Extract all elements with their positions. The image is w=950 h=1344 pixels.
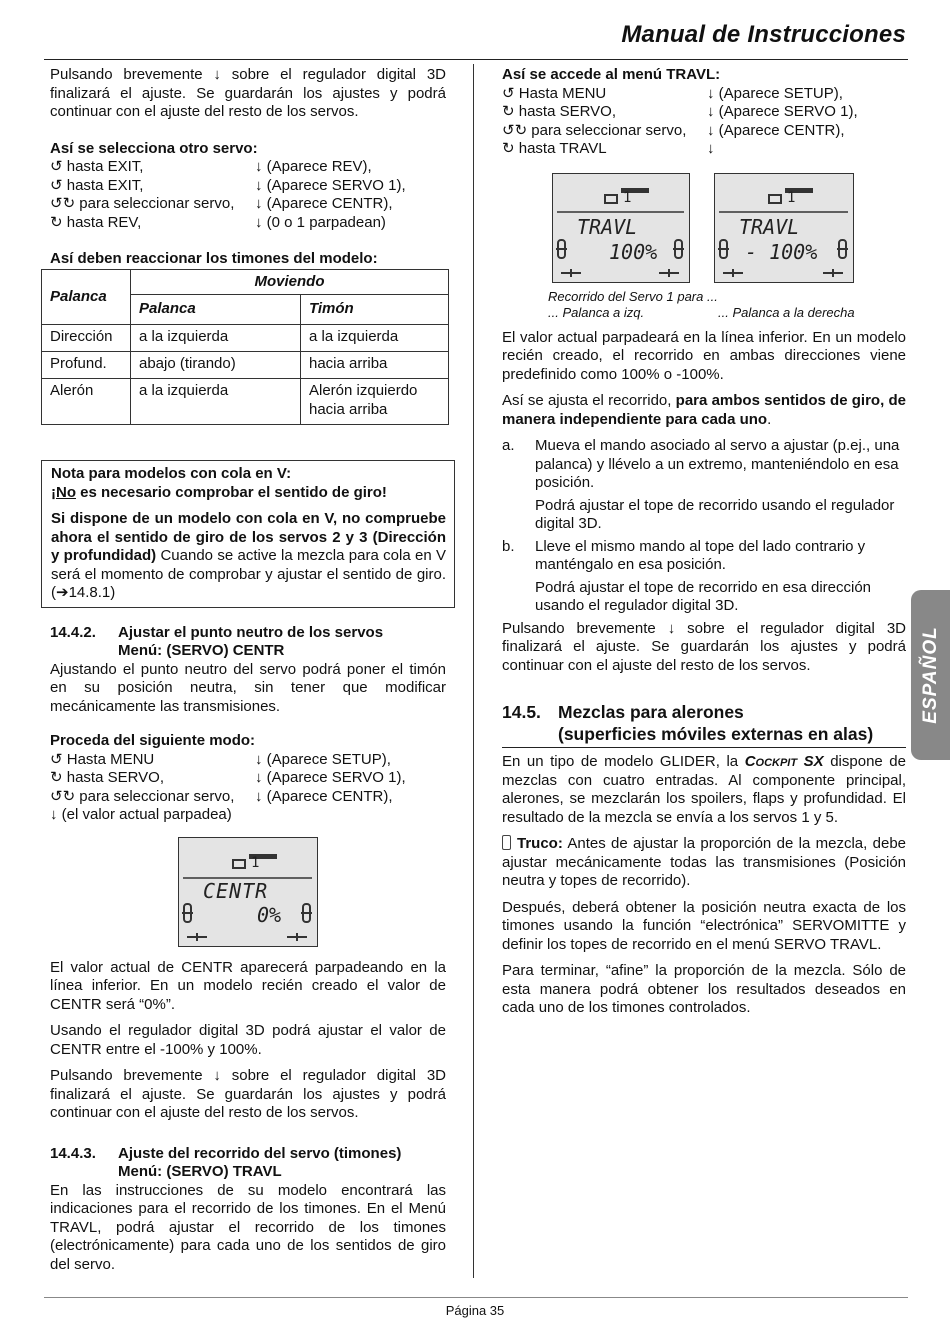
select-servo-steps: [50, 158, 446, 232]
table-row: [42, 379, 449, 425]
right-column: [502, 66, 906, 1018]
table-cell: a la izquierda: [131, 325, 301, 352]
step-action: ↺↻ para seleccionar servo,: [50, 195, 235, 212]
access-travl-steps: [502, 85, 906, 159]
list-text: Mueva el mando asociado al servo a ajustar (p.ej., una palanca) y llévelo a un extremo, manteniéndolo en esa posición.: [535, 437, 900, 491]
lcd-label: CENTR: [203, 878, 269, 903]
table-row: [42, 325, 449, 352]
model-icon: [233, 860, 245, 868]
intro-paragraph: Pulsando brevemente ↓ sobre el regulador digital 3D finalizará el ajuste. Se guardarán los ajustes y podrá continuar con el ajuste del resto de los servos.: [50, 66, 446, 120]
section-14-4-3: [50, 1145, 446, 1275]
language-tab: ESPAÑOL: [911, 590, 950, 760]
model-icon: [605, 195, 617, 203]
section-number: 14.5.: [502, 702, 541, 722]
lcd-screen: [715, 174, 852, 281]
step-action: ↓ (el valor actual parpadea): [50, 806, 232, 823]
list-label: a.: [502, 437, 515, 454]
paragraph: El valor actual de CENTR aparecerá parpadeando en la línea inferior. En un modelo recién creado el valor de CENTR será “0%”.: [50, 958, 446, 1013]
table-cell: a la izquierda: [131, 379, 301, 425]
section-title: Ajuste del recorrido del servo (timones): [118, 1144, 402, 1162]
instruction-list: [502, 437, 906, 616]
lcd-servo-number: 1: [251, 854, 260, 871]
step-result: ↓ (Aparece SETUP),: [255, 750, 391, 768]
step-result: ↓ (Aparece CENTR),: [255, 195, 393, 212]
paragraph: Pulsando brevemente ↓ sobre el regulador digital 3D finalizará el ajuste. Se guardarán los ajustes y podrá continuar con el ajuste del resto de los servos.: [50, 1067, 446, 1121]
header-rule: [44, 59, 908, 60]
lcd-servo-number: 1: [623, 189, 632, 206]
step-action: ↻ hasta TRAVL: [502, 140, 607, 157]
table-header-moviendo: Moviendo: [131, 269, 449, 295]
step-row: [50, 177, 446, 196]
section-menu: Menú: (SERVO) TRAVL: [118, 1163, 282, 1180]
step-result: ↓ (Aparece CENTR),: [707, 121, 845, 139]
note-title: Nota para modelos con cola en V:: [51, 465, 292, 482]
paragraph: En las instrucciones de su modelo encontrará las indicaciones para el recorrido de los timones. En el Menú TRAVL, podrá ajustar el recorrido de los timones (electrónicamente) para cada uno de los sentidos de giro del servo.: [50, 1181, 446, 1273]
list-item: [502, 437, 906, 538]
lcd-pair: [552, 173, 906, 283]
lcd-display-travl-right: [714, 173, 854, 283]
lcd-caption: Recorrido del Servo 1 para ...: [548, 288, 718, 304]
table-cell: abajo (tirando): [131, 352, 301, 379]
section-subtitle: (superficies móviles externas en alas): [558, 724, 874, 744]
list-subtext: Podrá ajustar el tope de recorrido en esa dirección usando el regulador digital 3D.: [535, 578, 872, 614]
left-column: [50, 66, 446, 1274]
paragraph: Ajustando el punto neutro del servo podrá poner el timón en su posición neutra, sin tener que modificar mecánicamente las transmisiones.: [50, 660, 446, 715]
step-row: [50, 214, 446, 233]
reaction-table: [41, 269, 449, 426]
paragraph: El valor actual parpadeará en la línea inferior. En un modelo recién creado, el recorrido en ambas direcciones viene predefinido como 100% o -100%.: [502, 328, 906, 383]
step-action: ↺ Hasta MENU: [502, 84, 607, 102]
step-result: ↓ (Aparece SERVO 1),: [255, 769, 406, 786]
lcd-value: 0%: [257, 902, 282, 927]
step-row: [502, 103, 906, 122]
tip-candle-icon: [502, 835, 511, 850]
page-number: Página 35: [445, 1303, 505, 1318]
table-cell: a la izquierda: [301, 325, 449, 352]
section-rule: [502, 747, 906, 748]
column-divider: [473, 64, 474, 1278]
procedure-steps: [50, 751, 446, 825]
lcd-servo-number: 1: [787, 189, 796, 206]
step-result: ↓ (Aparece CENTR),: [255, 787, 393, 805]
step-result: ↓ (0 o 1 parpadean): [255, 213, 386, 231]
section-title: Mezclas para alerones: [558, 702, 744, 722]
section-number: 14.4.2.: [50, 623, 96, 641]
footer-rule: [44, 1297, 908, 1298]
step-row: [50, 769, 446, 788]
list-item: [502, 538, 906, 616]
trim-indicator-icon: [182, 904, 312, 941]
paragraph: Después, deberá obtener la posición neutra exacta de los timones usando la función “electrónica” SERVOMITTE y definir los topes de recorrido en el menú SERVO TRAVL.: [502, 898, 906, 953]
model-icon: [769, 195, 781, 203]
step-result: ↓ (Aparece SETUP),: [707, 84, 843, 102]
step-action: ↻ hasta SERVO,: [50, 769, 165, 786]
step-row: [502, 140, 906, 159]
page-header-title: Manual de Instrucciones: [621, 21, 906, 48]
list-label: b.: [502, 537, 515, 555]
table-cell: Alerón izquierdo hacia arriba: [301, 379, 449, 425]
lcd-label: TRAVL: [739, 214, 800, 239]
lcd-display-travl-left: [552, 173, 690, 283]
access-travl-title: Así se accede al menú TRAVL:: [502, 66, 721, 83]
procedure-title: Proceda del siguiente modo:: [50, 732, 256, 749]
step-result: ↓: [707, 140, 715, 157]
paragraph: Para terminar, “afine” la proporción de la mezcla. Sólo de esta manera podrá obtener los resultados deseados en cada uno de los timones controlados.: [502, 962, 906, 1016]
step-row: [50, 806, 446, 825]
paragraph: En un tipo de modelo GLIDER, la Cockpit SX dispone de mezclas con cuatro entradas. Al componente principal, alerones, se mezclarán los spoilers, flaps y profundidad. El resultado de la mezcla se envía a los servos 1 y 5.: [502, 753, 906, 826]
table-subheader-palanca: Palanca: [131, 295, 301, 325]
step-action: ↺↻ para seleccionar servo,: [50, 787, 235, 805]
table-cell: hacia arriba: [301, 352, 449, 379]
lcd-value: - 100%: [745, 239, 818, 264]
tip-paragraph: Truco: Antes de ajustar la proporción de la mezcla, debe ajustar mecánicamente todas las transmisiones (Posición neutra y topes de recorrido).: [502, 835, 906, 889]
table-row: [42, 352, 449, 379]
paragraph: Pulsando brevemente ↓ sobre el regulador digital 3D finalizará el ajuste. Se guardarán los ajustes y podrá continuar con el ajuste del resto de los servos.: [502, 619, 906, 674]
section-menu: Menú: (SERVO) CENTR: [118, 642, 285, 659]
lcd-label: TRAVL: [577, 214, 638, 239]
step-action: ↻ hasta REV,: [50, 213, 142, 231]
lcd-caption: ... Palanca a izq. ... Palanca a la derecha: [548, 304, 855, 320]
step-action: ↺↻ para seleccionar servo,: [502, 121, 687, 139]
step-action: ↺ hasta EXIT,: [50, 158, 144, 175]
lcd-screen: [553, 174, 688, 281]
paragraph: Así se ajusta el recorrido, para ambos sentidos de giro, de manera independiente para cada uno.: [502, 392, 906, 428]
paragraph: Usando el regulador digital 3D podrá ajustar el valor de CENTR entre el -100% y 100%.: [50, 1022, 446, 1058]
step-row: [50, 158, 446, 177]
step-row: [502, 122, 906, 141]
section-14-4-2: [50, 624, 446, 1123]
table-cell: Profund.: [42, 352, 131, 379]
step-row: [50, 751, 446, 770]
lcd-display-centr: [178, 837, 318, 947]
step-result: ↓ (Aparece SERVO 1),: [255, 176, 406, 194]
section-title: Ajustar el punto neutro de los servos: [118, 623, 384, 641]
step-row: [50, 195, 446, 214]
step-row: [502, 85, 906, 104]
table-cell: Alerón: [42, 379, 131, 425]
list-text: Lleve el mismo mando al tope del lado contrario y manténgalo en esa posición.: [535, 537, 866, 573]
step-row: [50, 788, 446, 807]
v-tail-note: [41, 460, 455, 608]
lcd-screen: [179, 838, 316, 945]
section-14-5: [502, 701, 906, 748]
section-number: 14.4.3.: [50, 1144, 96, 1162]
select-servo-title: Así se selecciona otro servo:: [50, 139, 258, 157]
table-header-palanca: Palanca: [42, 269, 131, 325]
step-result: ↓ (Aparece REV),: [255, 158, 372, 175]
step-action: ↺ Hasta MENU: [50, 750, 155, 768]
step-action: ↺ hasta EXIT,: [50, 176, 144, 194]
step-action: ↻ hasta SERVO,: [502, 103, 617, 120]
note-body: Si dispone de un modelo con cola en V, no compruebe ahora el sentido de giro de los servos 2 y 3 (Dirección y profundidad) Cuando se active la mezcla para cola en V será el momento de comprobar y ajustar el sentido de giro. (➔14.8.1): [51, 510, 446, 601]
lcd-value: 100%: [609, 239, 658, 264]
table-cell: Dirección: [42, 325, 131, 352]
table-subheader-timon: Timón: [301, 295, 449, 325]
reaction-title: Así deben reaccionar los timones del modelo:: [50, 250, 378, 267]
step-result: ↓ (Aparece SERVO 1),: [707, 103, 858, 120]
note-warning: ¡No es necesario comprobar el sentido de giro!: [51, 483, 387, 501]
list-subtext: Podrá ajustar el tope de recorrido usando el regulador digital 3D.: [535, 496, 895, 532]
